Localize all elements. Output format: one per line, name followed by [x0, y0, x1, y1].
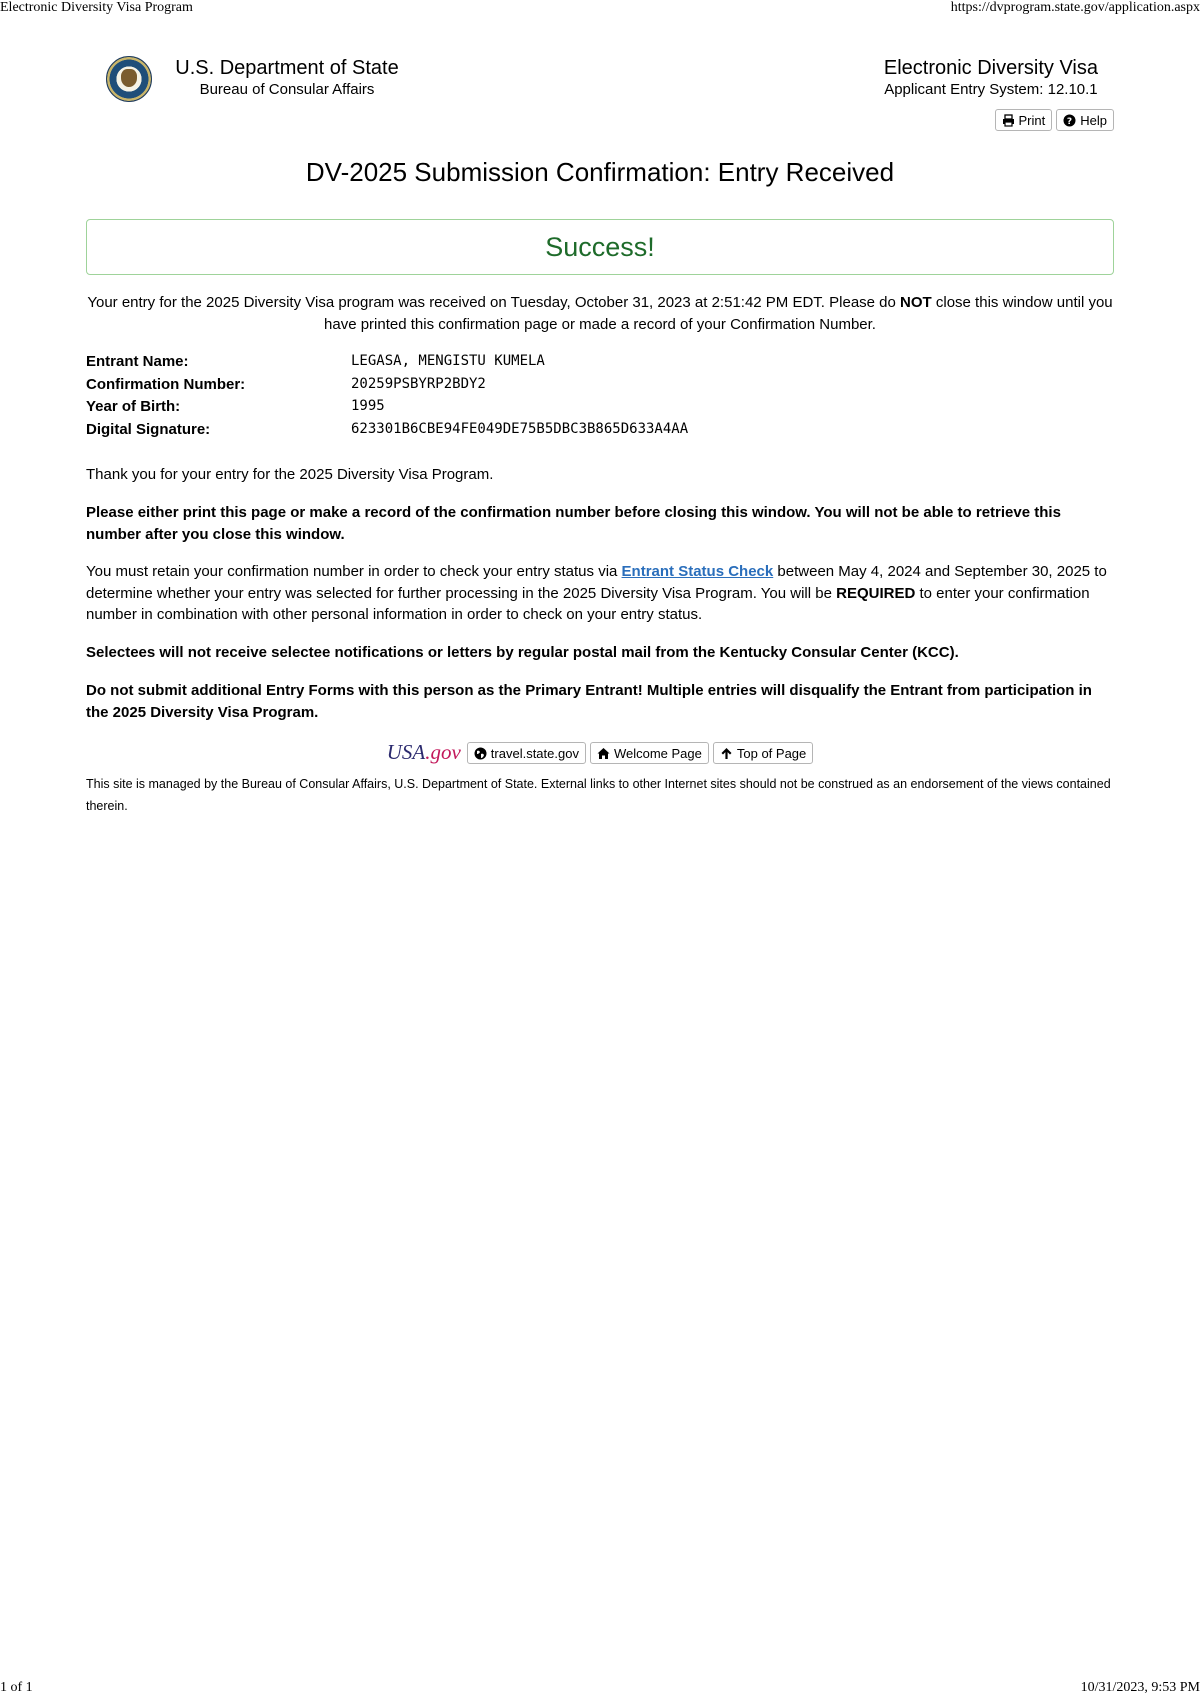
print-warning-text: Please either print this page or make a record of the confirmation number before closing this window. You will not be able to retrieve this number after you close this window.	[86, 504, 1061, 543]
field-row-year-of-birth	[86, 397, 1114, 420]
retain-part3: to enter your confirmation number in combination with other personal information in order to check on your entry status.	[86, 584, 1090, 623]
field-label: Entrant Name:	[86, 353, 189, 370]
bureau-name: Bureau of Consular Affairs	[199, 81, 375, 98]
top-of-page-button[interactable]	[713, 742, 813, 764]
field-label: Year of Birth:	[86, 398, 181, 415]
department-heading	[162, 56, 412, 100]
welcome-page-button[interactable]	[590, 742, 709, 764]
print-footer-datetime: 10/31/2023, 9:53 PM	[1080, 1680, 1200, 1695]
intro-not: NOT	[900, 294, 932, 311]
field-row-digital-signature	[86, 420, 1114, 443]
footer-links	[86, 740, 1114, 766]
question-circle-icon	[1063, 114, 1076, 127]
department-name: U.S. Department of State	[175, 57, 399, 79]
retain-part1: You must retain your confirmation number in order to check your entry status via	[86, 563, 622, 580]
intro-text	[86, 292, 1114, 335]
arrow-up-icon	[720, 747, 733, 760]
page-title: DV-2025 Submission Confirmation: Entry Received	[305, 157, 895, 187]
eagle-icon	[121, 69, 137, 87]
print-button-label: Print	[1018, 112, 1046, 128]
retain-text	[86, 561, 1114, 626]
retain-required: REQUIRED	[836, 584, 916, 602]
field-value: 1995	[351, 398, 385, 414]
site-disclaimer: This site is managed by the Bureau of Consular Affairs, U.S. Department of State. External links to other Internet sites should not be construed as an endorsement of the views contained therein.	[86, 777, 1111, 813]
globe-icon	[474, 747, 487, 760]
print-header	[0, 0, 1200, 18]
print-button[interactable]	[995, 109, 1053, 131]
system-name: Electronic Diversity Visa	[883, 57, 1098, 79]
printer-icon	[1002, 114, 1015, 127]
svg-text:?: ?	[1067, 116, 1073, 127]
home-icon	[597, 747, 610, 760]
usagov-logo-gov: .gov	[425, 740, 461, 764]
field-row-confirmation-number	[86, 375, 1114, 398]
print-header-url: https://dvprogram.state.gov/application.aspx	[950, 0, 1200, 15]
do-not-submit-warning: Do not submit additional Entry Forms with this person as the Primary Entrant! Multiple entries will disqualify the Entrant from participation in the 2025 Diversity Visa Program.	[86, 682, 1092, 721]
entry-details	[86, 352, 1114, 442]
help-button[interactable]	[1056, 109, 1114, 131]
usagov-logo-usa: USA	[386, 740, 426, 764]
success-alert: Success!	[86, 219, 1114, 275]
intro-part2: close this window until you have printed this confirmation page or made a record of your Confirmation Number.	[324, 294, 1113, 333]
field-label: Confirmation Number:	[86, 375, 246, 393]
print-footer-page-count: 1 of 1	[0, 1680, 33, 1695]
entrant-status-check-link[interactable]: Entrant Status Check	[621, 563, 774, 580]
travel-button-label: travel.state.gov	[490, 745, 579, 761]
intro-part1: Your entry for the 2025 Diversity Visa program was received on Tuesday, October 31, 2023 at 2:51:42 PM EDT. Please do	[87, 294, 901, 311]
print-header-title: Electronic Diversity Visa Program	[0, 0, 193, 15]
selectees-notice: Selectees will not receive selectee notifications or letters by regular postal mail from the Kentucky Consular Center (KCC).	[86, 644, 959, 661]
department-seal-logo	[106, 56, 152, 102]
help-button-label: Help	[1080, 112, 1107, 128]
field-row-entrant-name	[86, 352, 1114, 375]
thanks-text: Thank you for your entry for the 2025 Diversity Visa Program.	[86, 466, 494, 483]
welcome-button-label: Welcome Page	[613, 745, 702, 761]
system-heading	[884, 56, 1098, 100]
top-buttons	[995, 109, 1114, 131]
field-value: 623301B6CBE94FE049DE75B5DBC3B865D633A4AA	[351, 420, 689, 437]
top-button-label: Top of Page	[736, 745, 807, 761]
system-version: Applicant Entry System: 12.10.1	[884, 81, 1098, 98]
retain-part2: between May 4, 2024 and September 30, 2025 to determine whether your entry was selected for further processing in the 2025 Diversity Visa Program. You will be	[86, 563, 1107, 602]
field-value: 20259PSBYRP2BDY2	[351, 375, 486, 392]
print-footer	[0, 1680, 1200, 1698]
usagov-logo-link[interactable]	[387, 740, 461, 766]
field-value: LEGASA, MENGISTU KUMELA	[351, 353, 545, 369]
field-label: Digital Signature:	[86, 420, 211, 438]
travel-state-gov-button[interactable]	[467, 742, 586, 764]
